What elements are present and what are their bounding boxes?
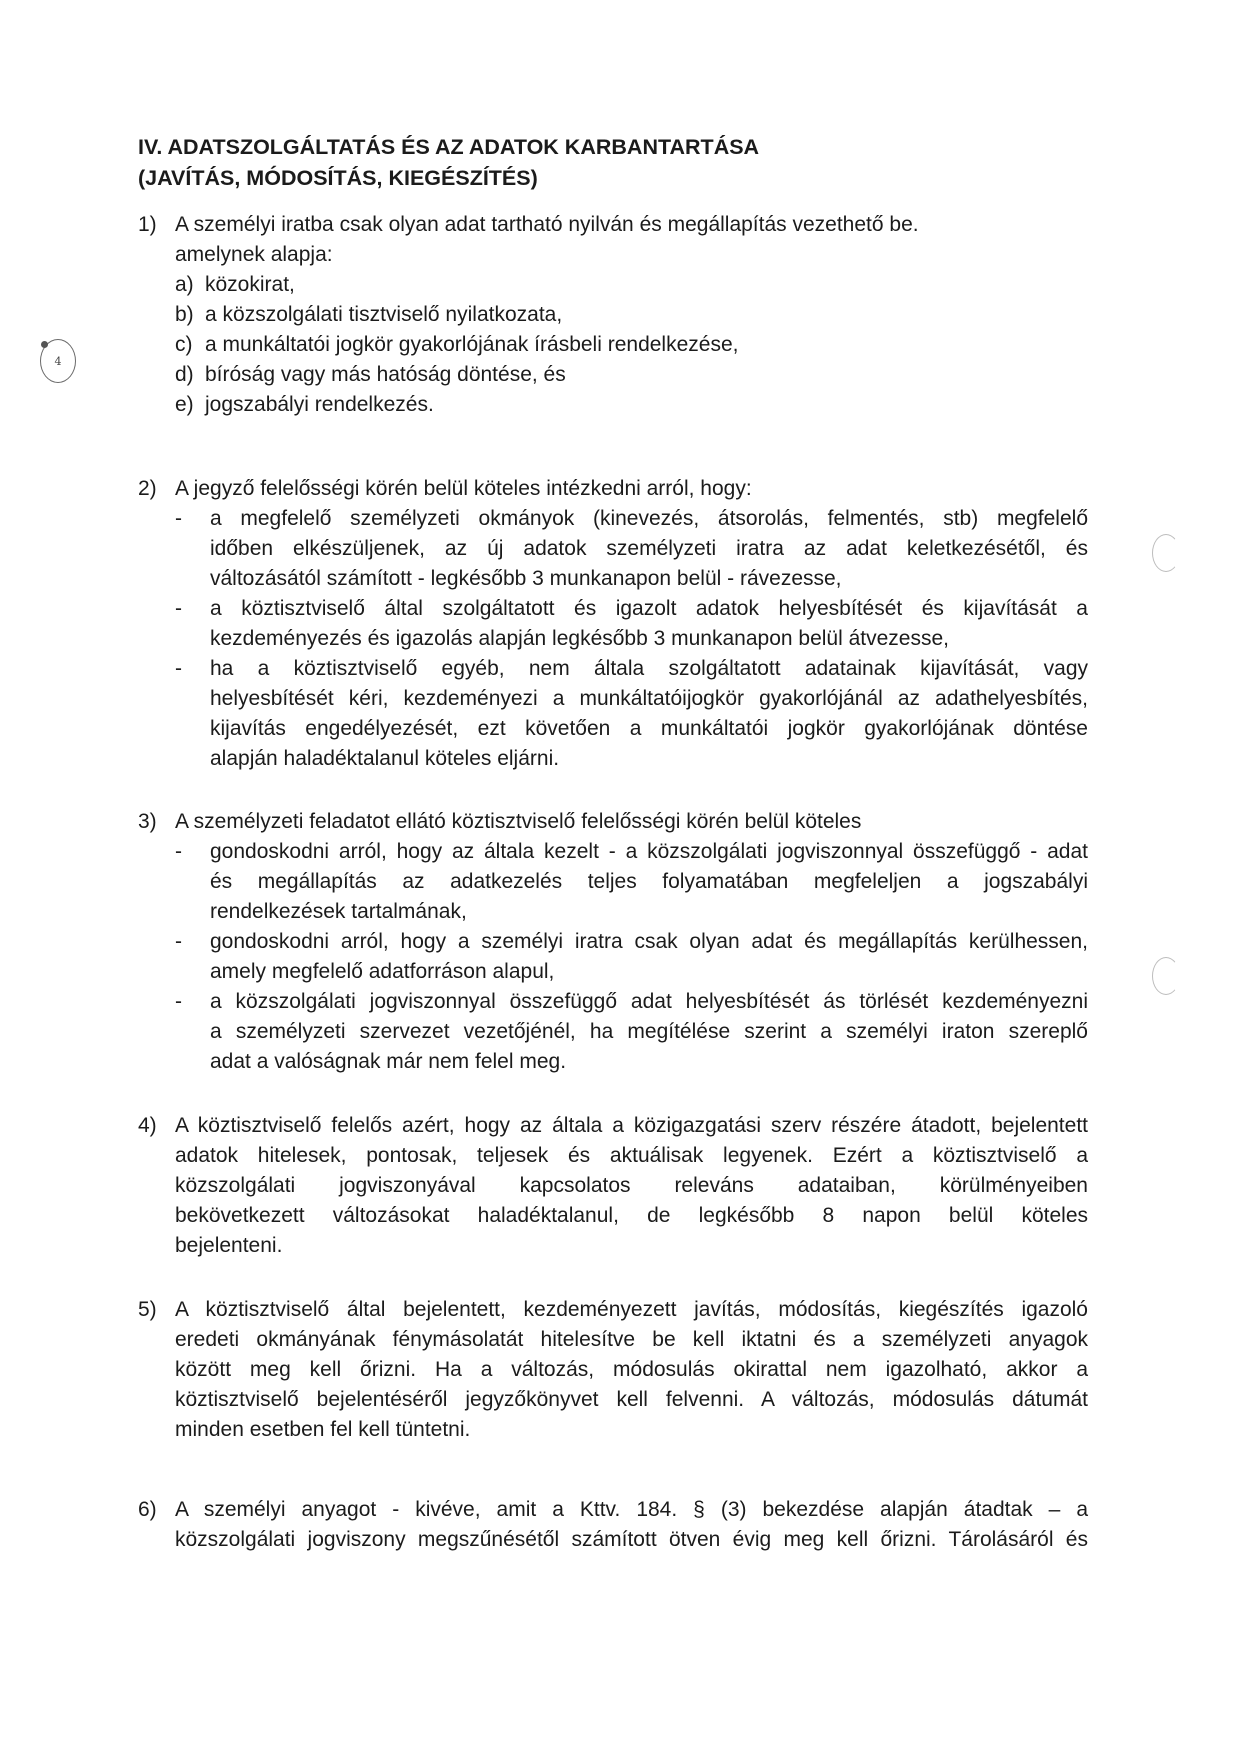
bullet-item — [175, 594, 1088, 654]
text-line: változásától számított - legkésőbb 3 munkanapon belül - rávezesse, — [210, 567, 842, 590]
paragraph-number: 2) — [138, 477, 157, 500]
text-line: időben elkészüljenek, az új adatok személyzeti iratra az adat keletkezésétől, és — [210, 537, 1088, 560]
dash-bullet: - — [175, 507, 182, 530]
list-label: b) — [175, 303, 194, 326]
paragraph-number: 5) — [138, 1298, 157, 1321]
dash-bullet: - — [175, 930, 182, 953]
list-item — [175, 270, 1088, 300]
heading-line-1: IV. ADATSZOLGÁLTATÁS ÉS AZ ADATOK KARBANTARTÁSA — [138, 135, 760, 159]
dash-bullet: - — [175, 597, 182, 620]
text-line: adatok hitelesek, pontosak, teljesek és aktuálisak legyenek. Ezért a köztisztviselő a — [175, 1144, 1088, 1167]
dash-bullet: - — [175, 990, 182, 1013]
paragraph-number: 3) — [138, 810, 157, 833]
list-item — [175, 390, 1088, 420]
text-line: eredeti okmányának fénymásolatát hitelesítve be kell iktatni és a személyzeti anyagok — [175, 1328, 1088, 1351]
stamp-number: 4 — [54, 354, 62, 368]
stamp-dot — [41, 341, 48, 348]
text-line: bekövetkezett változásokat haladéktalanul, de legkésőbb 8 napon belül köteles — [175, 1204, 1088, 1227]
list-text: a munkáltatói jogkör gyakorlójának írásbeli rendelkezése, — [205, 333, 739, 356]
text-line: a köztisztviselő által szolgáltatott és igazolt adatok helyesbítését és kijavítását a — [210, 597, 1088, 620]
list-text: a közszolgálati tisztviselő nyilatkozata, — [205, 303, 563, 326]
text-line: között meg kell őrizni. Ha a változás, módosulás okirattal nem igazolható, akkor a — [175, 1358, 1088, 1381]
bullet-item — [175, 927, 1088, 987]
bullet-item — [175, 504, 1088, 594]
page-number-stamp — [40, 339, 76, 383]
text-line: A köztisztviselő által bejelentett, kezdeményezett javítás, módosítás, kiegészítés igazoló — [175, 1298, 1088, 1321]
paragraph-6 — [138, 1495, 1088, 1555]
text-line: A személyi iratba csak olyan adat tartható nyilván és megállapítás vezethető be. — [175, 213, 919, 236]
paragraph-number: 4) — [138, 1114, 157, 1137]
text-line: rendelkezések tartalmának, — [210, 900, 467, 923]
list-text: bíróság vagy más hatóság döntése, és — [205, 363, 566, 386]
text-line: gondoskodni arról, hogy az általa kezelt - a közszolgálati jogviszonnyal összefüggő - adat — [210, 840, 1088, 863]
text-line: amelynek alapja: — [175, 243, 333, 266]
text-line: a megfelelő személyzeti okmányok (kinevezés, átsorolás, felmentés, stb) megfelelő — [210, 507, 1088, 530]
text-line: és megállapítás az adatkezelés teljes folyamatában megfeleljen a jogszabályi — [210, 870, 1088, 893]
punch-hole-mark — [1152, 534, 1180, 572]
text-line: amely megfelelő adatforráson alapul, — [210, 960, 555, 983]
text-line: helyesbítését kéri, kezdeményezi a munkáltatóijogkör gyakorlójánál az adathelyesbítés, — [210, 687, 1088, 710]
heading-line-2: (JAVÍTÁS, MÓDOSÍTÁS, KIEGÉSZÍTÉS) — [138, 166, 538, 190]
paragraph-5 — [138, 1295, 1088, 1445]
text-line: adat a valóságnak már nem felel meg. — [210, 1050, 567, 1073]
text-line: ha a köztisztviselő egyéb, nem általa szolgáltatott adatainak kijavítását, vagy — [210, 657, 1088, 680]
text-line: kijavítás engedélyezését, ezt követően a munkáltatói jogkör gyakorlójának döntése — [210, 717, 1088, 740]
text-line: A személyi anyagot - kivéve, amit a Kttv. 184. § (3) bekezdése alapján átadtak – a — [175, 1498, 1088, 1521]
list-text: közokirat, — [205, 273, 295, 296]
text-line: A jegyző felelősségi körén belül köteles intézkedni arról, hogy: — [175, 477, 752, 500]
list-label: a) — [175, 273, 194, 296]
text-line: kezdeményezés és igazolás alapján legkésőbb 3 munkanapon belül átvezesse, — [210, 627, 949, 650]
text-line: A köztisztviselő felelős azért, hogy az általa a közigazgatási szerv részére átadott, bejelentett — [175, 1114, 1088, 1137]
text-line: közszolgálati jogviszony megszűnésétől számított ötven évig meg kell őrizni. Tárolásáról és — [175, 1528, 1088, 1551]
paragraph-3 — [138, 807, 1088, 1077]
text-line: alapján haladéktalanul köteles eljárni. — [210, 747, 560, 770]
text-line: a közszolgálati jogviszonnyal összefüggő adat helyesbítését ás törlését kezdeményezni — [210, 990, 1088, 1013]
text-line: közszolgálati jogviszonyával kapcsolatos releváns adataiban, körülményeiben — [175, 1174, 1088, 1197]
paragraph-1 — [138, 210, 1088, 420]
list-item — [175, 360, 1088, 390]
paragraph-number: 1) — [138, 213, 157, 236]
list-label: c) — [175, 333, 193, 356]
text-line: A személyzeti feladatot ellátó köztisztviselő felelősségi körén belül köteles — [175, 810, 862, 833]
list-label: d) — [175, 363, 194, 386]
punch-hole-mark — [1152, 957, 1180, 995]
list-item — [175, 300, 1088, 330]
dash-bullet: - — [175, 657, 182, 680]
list-text: jogszabályi rendelkezés. — [205, 393, 434, 416]
list-item — [175, 330, 1088, 360]
dash-bullet: - — [175, 840, 182, 863]
text-line: köztisztviselő bejelentéséről jegyzőkönyvet kell felvenni. A változás, módosulás dátumát — [175, 1388, 1088, 1411]
paragraph-2 — [138, 474, 1088, 774]
text-line: minden esetben fel kell tüntetni. — [175, 1418, 471, 1441]
text-line: a személyzeti szervezet vezetőjénél, ha megítélése szerint a személyi iraton szereplő — [210, 1020, 1088, 1043]
section-heading — [138, 132, 759, 194]
bullet-item — [175, 987, 1088, 1077]
paragraph-number: 6) — [138, 1498, 157, 1521]
text-line: bejelenteni. — [175, 1234, 283, 1257]
bullet-item — [175, 837, 1088, 927]
text-line: gondoskodni arról, hogy a személyi iratra csak olyan adat és megállapítás kerülhessen, — [210, 930, 1088, 953]
list-label: e) — [175, 393, 194, 416]
paragraph-4 — [138, 1111, 1088, 1261]
bullet-item — [175, 654, 1088, 774]
